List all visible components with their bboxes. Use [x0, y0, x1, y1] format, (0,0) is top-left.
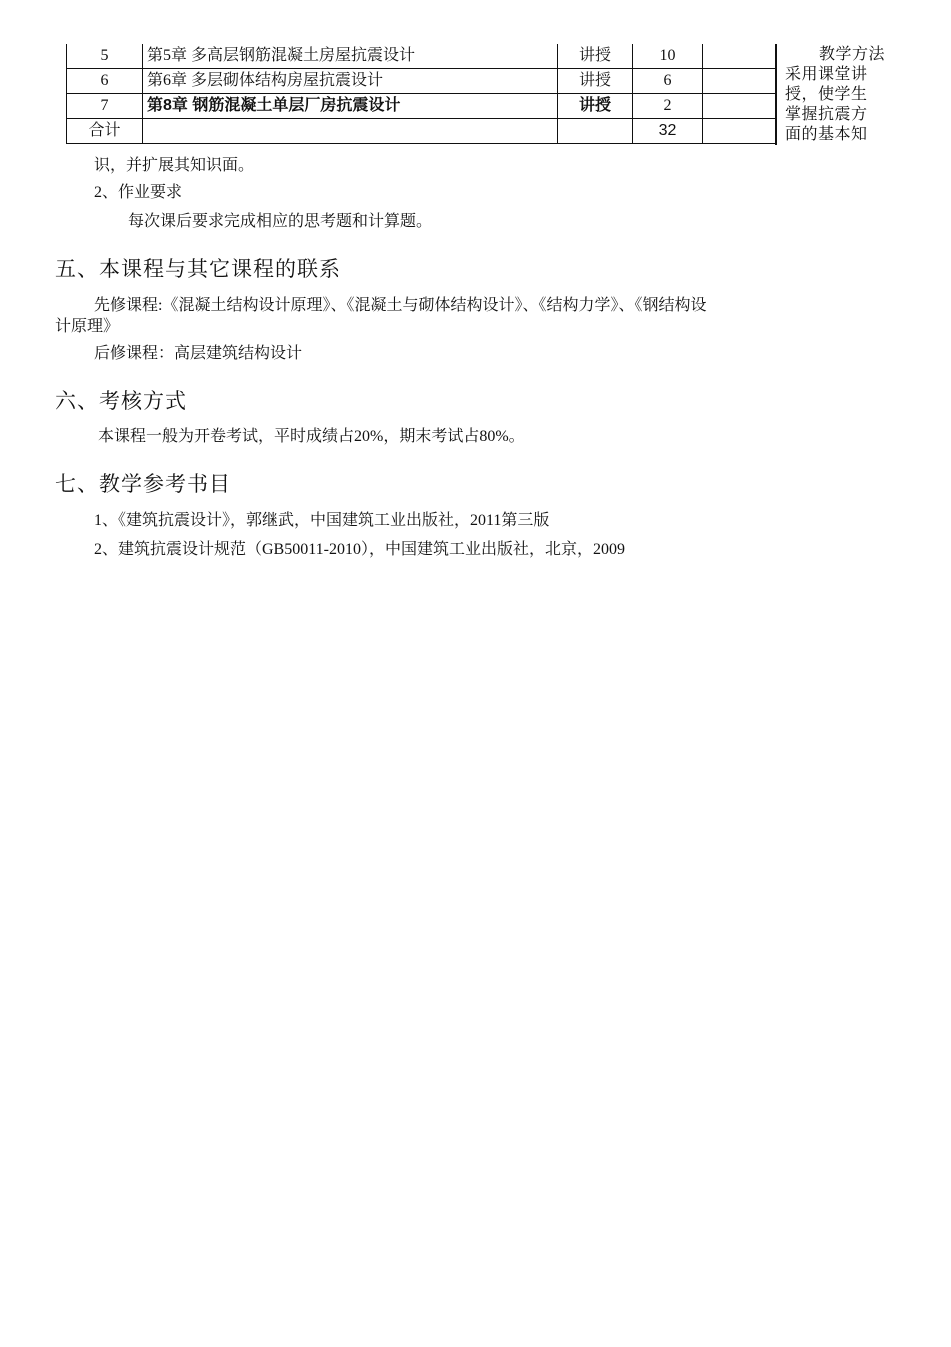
teaching-method-note: [785, 45, 903, 145]
method-note-line: 教学方法: [819, 46, 886, 63]
teaching-method: 讲授: [558, 94, 633, 119]
homework-text: 每次课后要求完成相应的思考题和计算题。: [128, 213, 433, 230]
row-number: 7: [67, 94, 143, 119]
chapter-title: 第6章 多层砌体结构房屋抗震设计: [143, 69, 558, 94]
reference-item: 1、《建筑抗震设计》，郭继武，中国建筑工业出版社，2011第三版: [94, 512, 550, 529]
teaching-schedule-table: [66, 44, 776, 144]
reference-item: 2、建筑抗震设计规范（GB50011-2010），中国建筑工业出版社，北京，2009: [94, 541, 625, 558]
class-hours: 10: [633, 44, 703, 69]
total-label: 合计: [67, 119, 143, 144]
section-heading-assessment: 六、考核方式: [55, 389, 187, 413]
prerequisite-courses: 先修课程:《混凝土结构设计原理》、《混凝土与砌体结构设计》、《结构力学》、《钢结构设: [94, 297, 707, 314]
method-note-line: 授，使学生: [785, 86, 868, 103]
prerequisite-courses-cont: 计原理》: [55, 318, 120, 335]
empty-cell: [703, 94, 776, 119]
followup-courses: 后修课程：高层建筑结构设计: [94, 345, 303, 362]
empty-cell: [703, 119, 776, 144]
total-row: [67, 119, 776, 144]
total-hours: 32: [633, 119, 703, 144]
section-heading-references: 七、教学参考书目: [55, 472, 231, 496]
row-number: 6: [67, 69, 143, 94]
table-row: [67, 44, 776, 69]
method-note-line: 掌握抗震方: [785, 106, 868, 123]
class-hours: 2: [633, 94, 703, 119]
chapter-title: 第8章 钢筋混凝土单层厂房抗震设计: [143, 94, 558, 119]
table-row: [67, 69, 776, 94]
empty-cell: [703, 44, 776, 69]
method-note-line: 采用课堂讲: [785, 66, 868, 83]
empty-cell: [558, 119, 633, 144]
homework-title: 2、作业要求: [94, 184, 183, 201]
teaching-method: 讲授: [558, 44, 633, 69]
chapter-title: 第5章 多高层钢筋混凝土房屋抗震设计: [143, 44, 558, 69]
empty-cell: [143, 119, 558, 144]
assessment-text: 本课程一般为开卷考试，平时成绩占20%，期末考试占80%。: [98, 428, 525, 445]
section-heading-related-courses: 五、本课程与其它课程的联系: [55, 257, 341, 281]
teaching-method: 讲授: [558, 69, 633, 94]
table-row: [67, 94, 776, 119]
method-note-continuation: 识，并扩展其知识面。: [94, 157, 255, 174]
method-column-border: [775, 44, 777, 145]
class-hours: 6: [633, 69, 703, 94]
row-number: 5: [67, 44, 143, 69]
empty-cell: [703, 69, 776, 94]
method-note-line: 面的基本知: [785, 126, 868, 143]
